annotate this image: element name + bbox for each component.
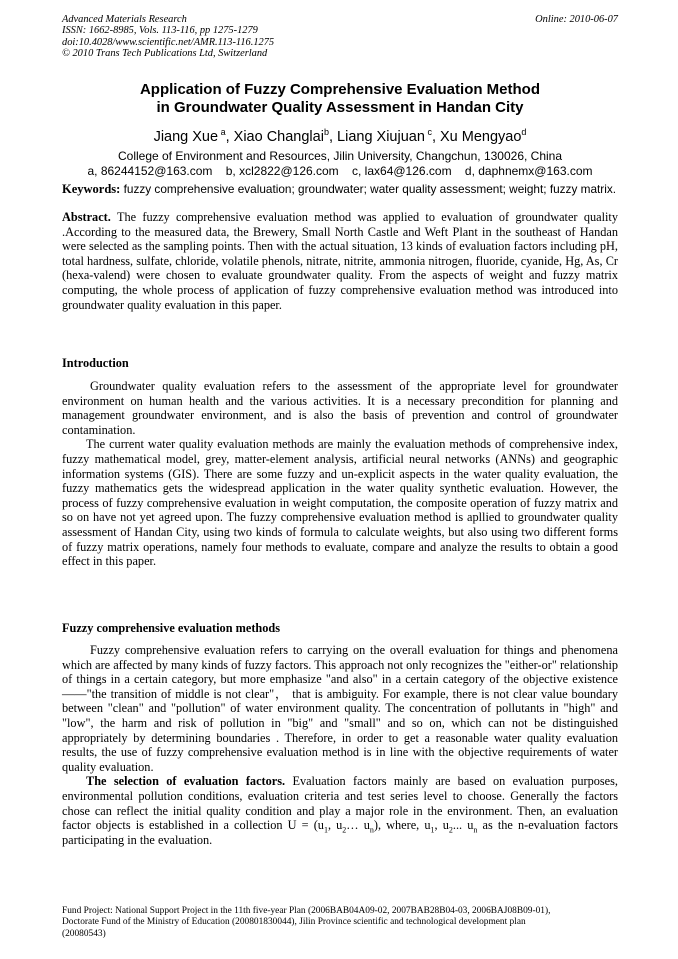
paper-title: [62, 81, 618, 117]
footnote-line-1: Fund Project: National Support Project in the 11th five-year Plan (2006BAB04A09-02, 2007BAB28B04-03, 2006BAJ08B09-01),: [62, 906, 551, 916]
footnote: [62, 906, 618, 940]
keywords-text: fuzzy comprehensive evaluation; groundwater; water quality assessment; weight; fuzzy matrix.: [123, 182, 617, 196]
issn-line: ISSN: 1662-8985, Vols. 113-116, pp 1275-1279: [62, 25, 258, 37]
footnote-line-3: (20080543): [62, 928, 106, 939]
methods-paragraph-1: Fuzzy comprehensive evaluation refers to carrying on the overall evaluation for things and phenomena which are affected by many kinds of fuzzy factors. This approach not only recognizes the "either-or" relationship of things in a certain category, but more emphasize "and also" in a certain category of the objective existence ——"the transition of middle is not clear"， that is ambiguity. For example, there is not clear value boundary between "clean" and "pollution" of water environment quality. The concentration of pollutants in "high" and "low", the harm and risk of pollution in "big" and "small" and so on, which can not be distinguished appropriately by determining boundaries . Therefore, in order to get a reasonable water quality evaluation results, the use of fuzzy comprehensive evaluation method is in line with the objective requirements of water quality evaluation.: [62, 643, 619, 774]
subscript: 1: [430, 825, 435, 835]
title-line-1: Application of Fuzzy Comprehensive Evaluation Method: [139, 81, 541, 98]
methods-body: [62, 643, 618, 847]
subscript: n: [473, 825, 478, 835]
author-mark: a: [220, 127, 226, 137]
subscript: 1: [323, 825, 328, 835]
author-name: Liang Xiujuan: [337, 128, 425, 145]
author-name: Jiang Xue: [153, 128, 219, 145]
copyright-line: © 2010 Trans Tech Publications Ltd, Switzerland: [62, 48, 268, 60]
subscript: 2: [342, 825, 347, 835]
journal-header: [62, 14, 618, 60]
factor-selection-label: The selection of evaluation factors.: [86, 774, 286, 789]
introduction-paragraph-1: Groundwater quality evaluation refers to the assessment of the appropriate level for groundwater environment on human health and the various activities. It is a necessary precondition for planning and management groundwater environment, and is also the basis of prevention and control of groundwater contamination.: [62, 379, 618, 437]
formula-text: , u: [434, 818, 449, 833]
footnote-line-2: Doctorate Fund of the Ministry of Education (200801830044), Jilin Province scientific and technological development plan: [62, 917, 526, 928]
subscript: 2: [448, 825, 453, 835]
methods-heading: Fuzzy comprehensive evaluation methods: [62, 621, 281, 635]
affiliation-institution: College of Environment and Resources, Jilin University, Changchun, 130026, China: [117, 149, 563, 163]
journal-name: Advanced Materials Research: [62, 14, 187, 25]
introduction-body: [62, 379, 618, 569]
author-list: Jiang Xue $^a$, Xiao Changlai$^b$, Liang Xiujuan $^c$, Xu Mengyao$^d$: [153, 127, 527, 145]
methods-paragraph-2: [62, 774, 618, 847]
formula-text: ... u: [452, 818, 474, 833]
affiliation-block: [62, 149, 618, 179]
formula-text: … u: [346, 818, 370, 833]
subscript: n: [369, 825, 374, 835]
abstract-text: The fuzzy comprehensive evaluation method was applied to evaluation of groundwater quality .According to the measured data, the Brewery, Small North Castle and Weft Plant in the southeast of Handan were selected as the sampling points. Then with the actual situation, 13 kinds of evaluation factors including pH, total hardness, sulfate, chloride, volatile phenols, nitrate, nitrite, ammonia nitrogen, fluoride, cyanide, Hg, As, Cr (hexa-valend) were chosen to evaluate groundwater quality. From the aspects of weight and fuzzy matrix computing, the whole process of application of fuzzy comprehensive evaluation method was introduced into groundwater quality evaluation in this paper.: [62, 210, 618, 312]
author-mark: b: [323, 127, 329, 137]
introduction-heading: Introduction: [62, 356, 129, 370]
formula-text: , u: [327, 818, 343, 833]
author-mark: c: [427, 127, 432, 137]
factor-selection-text: Evaluation factors mainly are based on evaluation purposes, environmental pollution conditions, evaluation criteria and test series level to choose. Generally the factors chose can reflect the initial quality condition and play a major role in the environment. Then, an evaluation factor objects is established in a collection U = (u: [62, 774, 618, 833]
abstract: [62, 210, 618, 312]
author-mark: d: [521, 127, 527, 137]
author-name: Xiao Changlai: [233, 128, 324, 145]
online-date: Online: 2010-06-07: [535, 14, 618, 25]
abstract-label: Abstract.: [62, 210, 111, 224]
title-line-2: in Groundwater Quality Assessment in Handan City: [156, 99, 524, 116]
introduction-paragraph-2: The current water quality evaluation methods are mainly the evaluation methods of comprehensive index, fuzzy mathematical model, grey, matter-element analysis, artificial neural networks (ANNs) and geographic information systems (GIS). There are some fuzzy and un-explicit aspects in the water quality evaluation, the fuzzy mathematics gets the widespread application in the water quality synthetic evaluation. However, the process of fuzzy comprehensive evaluation in weight computation, the composite operation of fuzzy matrix and so on have not yet agreed upon. The fuzzy comprehensive evaluation method is apllied to groundwater quality assessment of Handan City, using two kinds of formula to calculate weights, but also using two different forms of fuzzy matrix operations, namely four methods to evaluate, compare and analyze the results to obtain a good effect in this paper.: [62, 437, 618, 569]
keywords-label: Keywords:: [62, 182, 121, 196]
formula-text: ), where, u: [373, 818, 431, 833]
author-name: Xu Mengyao: [440, 128, 522, 145]
doi-line: doi:10.4028/www.scientific.net/AMR.113-116.1275: [62, 36, 275, 48]
keywords: [62, 182, 618, 196]
affiliation-emails: a, 86244152@163.com b, xcl2822@126.com c, lax64@126.com d, daphnemx@163.com: [87, 164, 593, 178]
formula-text: as the n-evaluation factors participating in the evaluation.: [62, 818, 619, 847]
